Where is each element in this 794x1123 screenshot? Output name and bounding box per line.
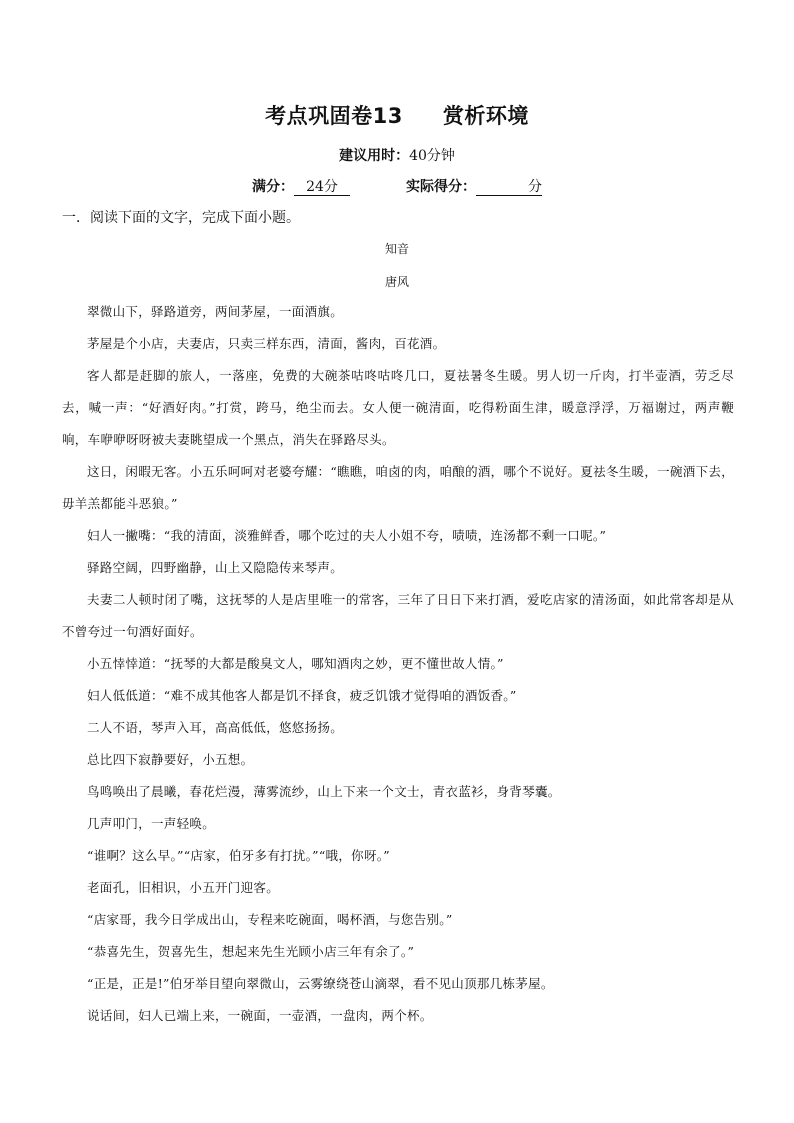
story-paragraph: 小五悻悻道：“抚琴的大都是酸臭文人，哪知酒肉之妙，更不懂世故人情。” [87, 656, 504, 671]
story-paragraph: 二人不语，琴声入耳，高高低低，悠悠扬扬。 [87, 720, 344, 735]
story-title: 知音 [384, 242, 409, 256]
story-paragraph: 翠微山下，驿路道旁，两间茅屋，一面酒旗。 [87, 304, 344, 319]
page-title [0, 100, 794, 130]
story-paragraph: 妇人一撇嘴：“我的清面，淡雅鲜香，哪个吃过的夫人小姐不夸，啧啧，连汤都不剩一口呢。” [87, 528, 607, 543]
score-line [0, 176, 794, 196]
story-paragraph: 妇人低低道：“难不成其他客人都是饥不择食，疲乏饥饿才觉得咱的酒饭香。” [87, 688, 517, 703]
actual-score-label: 实际得分： [406, 179, 476, 195]
suggested-time [0, 145, 794, 165]
story-paragraph: “店家哥，我今日学成出山，专程来吃碗面，喝杯酒，与您告别。” [87, 912, 453, 927]
question-instruction: 一．阅读下面的文字，完成下面小题。 [62, 210, 300, 226]
story-paragraph: 茅屋是个小店，夫妻店，只卖三样东西，清面，酱肉，百花酒。 [87, 336, 446, 351]
story-paragraph: 总比四下寂静要好，小五想。 [87, 752, 254, 767]
story-paragraph: 说话间，妇人已端上来，一碗面，一壶酒，一盘肉，两个杯。 [87, 1008, 433, 1023]
story-paragraph: “正是，正是!”伯牙举目望向翠微山，云雾缭绕苍山滴翠，看不见山顶那几栋茅屋。 [87, 976, 554, 991]
story-body [62, 296, 734, 1032]
story-author: 唐风 [384, 275, 409, 289]
story-paragraph: “恭喜先生，贺喜先生，想起来先生光顾小店三年有余了。” [87, 944, 415, 959]
story-paragraph: 鸟鸣唤出了晨曦，春花烂漫，薄雾流纱，山上下来一个文士，青衣蓝衫，身背琴囊。 [87, 784, 561, 799]
full-score-label: 满分： [252, 179, 294, 195]
story-paragraph: 这日，闲暇无客。小五乐呵呵对老婆夸耀：“瞧瞧，咱卤的肉，咱酿的酒，哪个不说好。夏祛冬生暖，一碗酒下去，毋羊羔都能斗恶狼。” [62, 464, 734, 511]
story-paragraph: 客人都是赶脚的旅人，一落座，免费的大碗茶咕咚咕咚几口，夏祛暑冬生暖。男人切一斤肉，打半壶酒，劳乏尽去，喊一声：“好酒好肉。”打赏，跨马，绝尘而去。女人便一碗清面，吃得粉面生津，暖意浮浮，万福谢过，两声鞭响，车咿咿呀呀被夫妻眺望成一个黑点，消失在驿路尽头。 [62, 368, 734, 447]
actual-score-blank: 分 [476, 179, 542, 196]
story-paragraph: “谁啊？这么早。”“店家，伯牙多有打扰。”“哦，你呀。” [87, 848, 390, 863]
title-topic: 赏析环境 [442, 104, 529, 128]
story-paragraph: 驿路空阔，四野幽静，山上又隐隐传来琴声。 [87, 560, 344, 575]
story-paragraph: 老面孔，旧相识，小五开门迎客。 [87, 880, 280, 895]
story-paragraph: 几声叩门，一声轻唤。 [87, 816, 216, 831]
title-main: 考点巩固卷13 [265, 104, 403, 128]
suggested-time-value: 40分钟 [409, 148, 455, 164]
story-paragraph: 夫妻二人顿时闭了嘴，这抚琴的人是店里唯一的常客，三年了日日下来打酒，爱吃店家的清汤面，如此常客却是从不曾夸过一句酒好面好。 [62, 592, 734, 639]
suggested-time-label: 建议用时： [339, 148, 410, 164]
full-score-value: 24分 [294, 179, 350, 196]
